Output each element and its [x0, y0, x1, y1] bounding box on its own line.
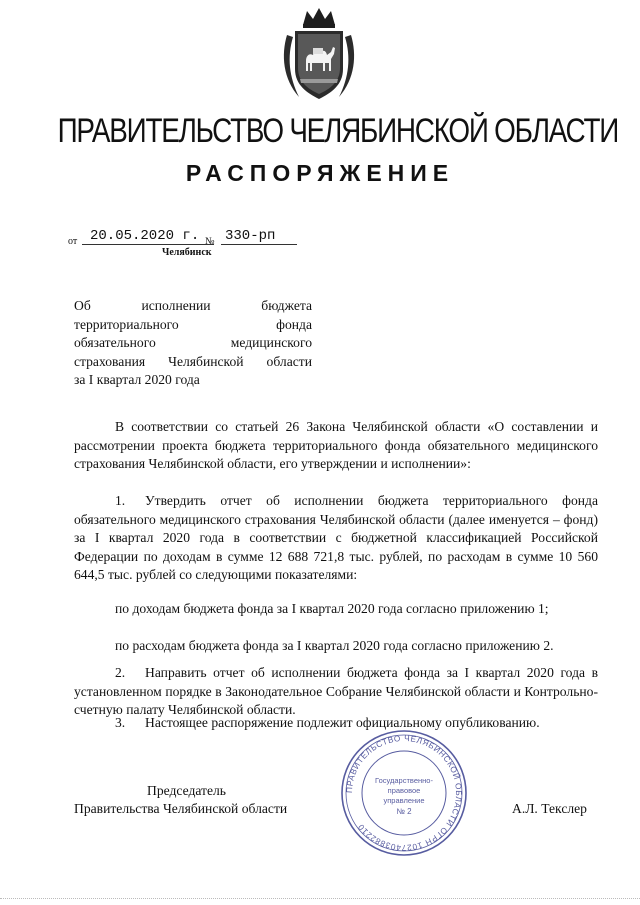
item-3-text: Настоящее распоряжение подлежит официальному опубликованию.	[145, 715, 540, 730]
number-label: №	[205, 236, 215, 247]
signatory-name: А.Л. Текслер	[512, 801, 587, 816]
item-1-text: Утвердить отчет об исполнении бюджета территориального фонда обязательного медицинского страхования Челябинской области (далее именуется – фонд) за I квартал 2020 года в соответствии с бюджетной классификацией Российской Федерации по доходам в сумме 12 688 721,8 тыс. рублей, по расходам в сумме 10 560 644,5 тыс. рублей со следующими показателями:	[74, 493, 598, 582]
item-3-number: 3.	[115, 715, 126, 730]
item-3	[74, 714, 598, 733]
date-from-label: от	[68, 236, 78, 247]
item-1-sub-1: по доходам бюджета фонда за I квартал 2020 года согласно приложению 1;	[115, 601, 549, 616]
svg-text:правовое: правовое	[387, 786, 421, 795]
item-2-text: Направить отчет об исполнении бюджета фонда за I квартал 2020 года в установленном порядке в Законодательное Собрание Челябинской области и Контрольно-счетную палату Челябинской области.	[74, 665, 598, 717]
coat-of-arms-emblem	[279, 5, 359, 103]
svg-text:управление: управление	[383, 796, 425, 805]
document-type-title: РАСПОРЯЖЕНИЕ	[185, 160, 455, 186]
subject-line: территориального фонда	[74, 316, 312, 332]
svg-text:№ 2: № 2	[396, 807, 412, 816]
document-city: Челябинск	[162, 247, 212, 258]
document-subject	[74, 297, 312, 390]
item-1	[74, 492, 598, 585]
item-1-number: 1.	[115, 493, 126, 508]
body-intro: В соответствии со статьей 26 Закона Челябинской области «О составлении и рассмотрении проекта бюджета территориального фонда обязательного медицинского страхования Челябинской области, его утверждении и исполнении»:	[74, 419, 598, 471]
svg-text:Государственно-: Государственно-	[375, 776, 433, 785]
seal-ring-text: ПРАВИТЕЛЬСТВО ЧЕЛЯБИНСКОЙ ОБЛАСТИ ОГРН 1027403882210	[344, 733, 464, 853]
page-bottom-border	[0, 898, 640, 899]
item-2	[74, 664, 598, 720]
document-date: 20.05.2020 г.	[82, 228, 214, 245]
document-number: 330-рп	[221, 228, 297, 245]
subject-line: за I квартал 2020 года	[74, 372, 200, 387]
subject-line: страхования Челябинской области	[74, 353, 312, 369]
government-title: ПРАВИТЕЛЬСТВО ЧЕЛЯБИНСКОЙ ОБЛАСТИ	[57, 112, 619, 150]
item-2-number: 2.	[115, 665, 126, 680]
subject-line: обязательного медицинского	[74, 335, 312, 350]
official-seal-stamp	[338, 727, 470, 859]
signatory-title-line-2: Правительства Челябинской области	[74, 801, 288, 816]
item-1-sub-2: по расходам бюджета фонда за I квартал 2020 года согласно приложению 2.	[115, 638, 554, 653]
subject-line: Об исполнении бюджета	[74, 298, 312, 313]
signatory-title-line-1: Председатель	[147, 783, 226, 798]
